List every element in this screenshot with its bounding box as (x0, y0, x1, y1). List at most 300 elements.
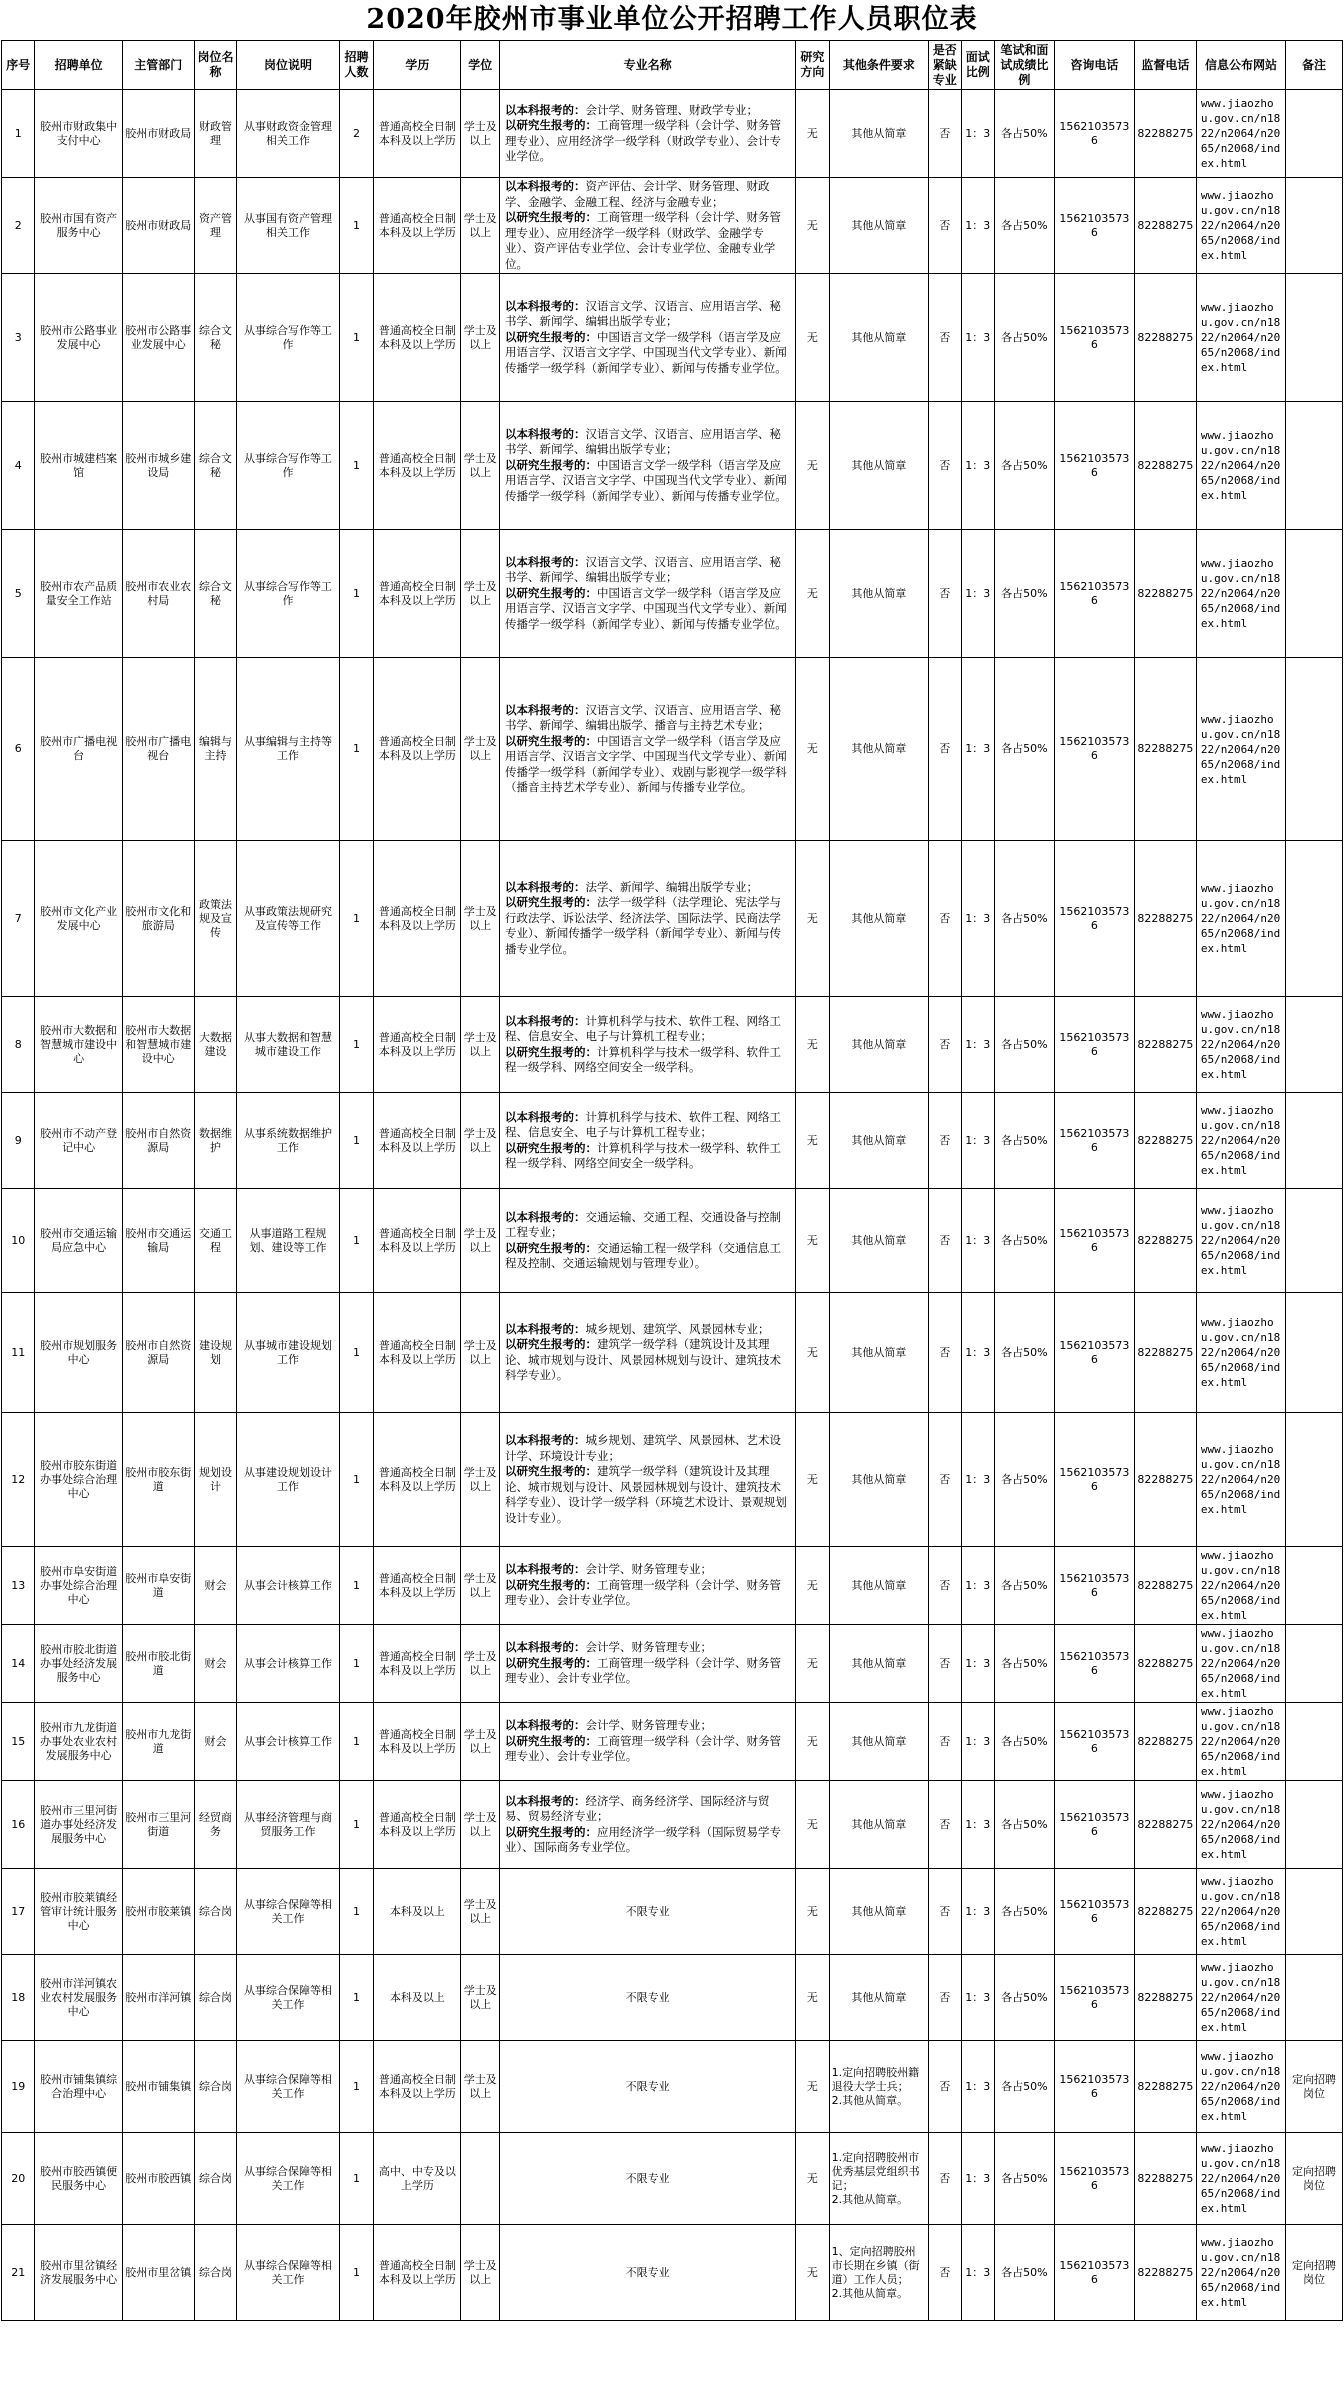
table-row (2, 2225, 1343, 2321)
cell-ratio: 1：3 (961, 1781, 994, 1869)
cell-num: 2 (339, 90, 373, 178)
postgrad-label: 以研究生报考的： (505, 210, 597, 224)
cell-supervise: 82288275 (1134, 658, 1196, 841)
table-row (2, 1189, 1343, 1293)
major-undergrad: 以本科报考的：经济学、商务经济学、国际经济与贸易、贸易经济专业； (505, 1793, 770, 1823)
cell-desc: 从事系统数据维护工作 (237, 1093, 339, 1189)
cell-urgent: 否 (929, 1781, 961, 1869)
cell-post: 经贸商务 (194, 1781, 237, 1869)
cell-score: 各占50% (994, 1547, 1054, 1625)
table-row (2, 1413, 1343, 1547)
cell-other (829, 841, 928, 997)
cell-major (500, 1703, 796, 1781)
table-row (2, 402, 1343, 530)
other-condition: 其他从简章 (851, 1345, 907, 1359)
cell-urgent: 否 (929, 178, 961, 274)
cell-urgent: 否 (929, 1869, 961, 1955)
cell-url: www.jiaozhou.gov.cn/n1822/n2064/n2065/n2068/index.html (1196, 2133, 1285, 2225)
cell-num: 1 (339, 1547, 373, 1625)
table-row (2, 1781, 1343, 1869)
cell-post: 财会 (194, 1625, 237, 1703)
cell-supervise: 82288275 (1134, 274, 1196, 402)
cell-desc: 从事编辑与主持等工作 (237, 658, 339, 841)
cell-no: 6 (2, 658, 35, 841)
major-postgrad: 以研究生报考的：应用经济学一级学科（国际贸易学专业）、国际商务专业学位。 (505, 1824, 781, 1854)
cell-research: 无 (796, 2225, 829, 2321)
cell-unit: 胶州市大数据和智慧城市建设中心 (35, 997, 122, 1093)
col-header-supervise: 监督电话 (1134, 41, 1196, 90)
cell-score: 各占50% (994, 402, 1054, 530)
cell-ratio: 1：3 (961, 1093, 994, 1189)
cell-no: 13 (2, 1547, 35, 1625)
cell-major (500, 1093, 796, 1189)
cell-unit: 胶州市城建档案馆 (35, 402, 122, 530)
major-undergrad: 以本科报考的：城乡规划、建筑学、风景园林专业； (505, 1321, 770, 1336)
table-row (2, 530, 1343, 658)
cell-urgent: 否 (929, 402, 961, 530)
cell-no: 11 (2, 1293, 35, 1413)
cell-remark (1286, 90, 1343, 178)
cell-remark (1286, 658, 1343, 841)
cell-supervise: 82288275 (1134, 1703, 1196, 1781)
undergrad-label: 以本科报考的： (505, 298, 586, 313)
cell-post: 综合文秘 (194, 530, 237, 658)
table-row (2, 1955, 1343, 2041)
cell-score: 各占50% (994, 2133, 1054, 2225)
cell-unit: 胶州市规划服务中心 (35, 1293, 122, 1413)
cell-major (500, 658, 796, 841)
cell-url: www.jiaozhou.gov.cn/n1822/n2064/n2065/n2068/index.html (1196, 402, 1285, 530)
cell-num: 1 (339, 402, 373, 530)
cell-desc: 从事综合保障等相关工作 (237, 1869, 339, 1955)
cell-ratio: 1：3 (961, 1625, 994, 1703)
cell-unit: 胶州市里岔镇经济发展服务中心 (35, 2225, 122, 2321)
cell-degree: 学士及以上 (461, 1703, 500, 1781)
cell-research: 无 (796, 658, 829, 841)
cell-post: 建设规划 (194, 1293, 237, 1413)
cell-num: 1 (339, 658, 373, 841)
cell-dept: 胶州市财政局 (122, 178, 194, 274)
cell-edu: 普通高校全日制本科及以上学历 (374, 841, 461, 997)
cell-research: 无 (796, 90, 829, 178)
cell-remark (1286, 1781, 1343, 1869)
cell-urgent: 否 (929, 2225, 961, 2321)
major-postgrad: 以研究生报考的：中国语言文学一级学科（语言学及应用语言学、汉语言文字学、中国现当代文学专业）、新闻传播学一级学科（新闻学专业）、戏剧与影视学一级学科（播音主持艺术学专业）、新闻与传播专业学位。 (505, 733, 787, 794)
cell-urgent: 否 (929, 1703, 961, 1781)
cell-major (500, 274, 796, 402)
cell-desc: 从事国有资产管理相关工作 (237, 178, 339, 274)
cell-research: 无 (796, 1547, 829, 1625)
cell-num: 1 (339, 178, 373, 274)
cell-degree: 学士及以上 (461, 1293, 500, 1413)
undergrad-label: 以本科报考的： (505, 179, 586, 193)
cell-no: 7 (2, 841, 35, 997)
cell-url: www.jiaozhou.gov.cn/n1822/n2064/n2065/n2068/index.html (1196, 2225, 1285, 2321)
cell-post: 综合岗 (194, 2041, 237, 2133)
cell-remark (1286, 274, 1343, 402)
cell-num: 1 (339, 1781, 373, 1869)
cell-unit: 胶州市公路事业发展中心 (35, 274, 122, 402)
major-postgrad: 以研究生报考的：工商管理一级学科（会计学、财务管理专业）、会计专业学位。 (505, 1733, 781, 1764)
cell-unit: 胶州市国有资产服务中心 (35, 178, 122, 274)
cell-phone: 15621035736 (1054, 2133, 1134, 2225)
cell-supervise: 82288275 (1134, 1869, 1196, 1955)
major-postgrad: 以研究生报考的：计算机科学与技术一级学科、软件工程一级学科、网络空间安全一级学科。 (505, 1044, 781, 1074)
cell-remark: 定向招聘岗位 (1286, 2225, 1343, 2321)
undergrad-label: 以本科报考的： (505, 1562, 586, 1577)
other-condition: 2.其他从简章。 (831, 2093, 909, 2107)
cell-remark (1286, 530, 1343, 658)
cell-urgent: 否 (929, 1189, 961, 1293)
cell-desc: 从事综合保障等相关工作 (237, 2133, 339, 2225)
cell-urgent: 否 (929, 1093, 961, 1189)
cell-dept: 胶州市文化和旅游局 (122, 841, 194, 997)
cell-num: 1 (339, 1189, 373, 1293)
cell-edu: 普通高校全日制本科及以上学历 (374, 997, 461, 1093)
cell-score: 各占50% (994, 1093, 1054, 1189)
table-row (2, 997, 1343, 1093)
cell-supervise: 82288275 (1134, 997, 1196, 1093)
cell-urgent: 否 (929, 1413, 961, 1547)
cell-num: 1 (339, 2133, 373, 2225)
cell-degree: 学士及以上 (461, 530, 500, 658)
cell-score: 各占50% (994, 1625, 1054, 1703)
table-row (2, 1625, 1343, 1703)
cell-other (829, 1703, 928, 1781)
cell-dept: 胶州市胶北街道 (122, 1625, 194, 1703)
cell-phone: 15621035736 (1054, 1781, 1134, 1869)
cell-ratio: 1：3 (961, 1703, 994, 1781)
cell-remark: 定向招聘岗位 (1286, 2133, 1343, 2225)
cell-url: www.jiaozhou.gov.cn/n1822/n2064/n2065/n2068/index.html (1196, 1625, 1285, 1703)
cell-ratio: 1：3 (961, 841, 994, 997)
cell-desc: 从事政策法规研究及宣传等工作 (237, 841, 339, 997)
cell-url: www.jiaozhou.gov.cn/n1822/n2064/n2065/n2068/index.html (1196, 1293, 1285, 1413)
cell-post: 财会 (194, 1703, 237, 1781)
cell-num: 1 (339, 841, 373, 997)
cell-urgent: 否 (929, 1293, 961, 1413)
positions-table (1, 40, 1343, 2321)
cell-edu: 普通高校全日制本科及以上学历 (374, 658, 461, 841)
table-row (2, 2041, 1343, 2133)
cell-remark (1286, 1547, 1343, 1625)
cell-edu: 普通高校全日制本科及以上学历 (374, 2225, 461, 2321)
cell-phone: 15621035736 (1054, 1547, 1134, 1625)
cell-degree: 学士及以上 (461, 1413, 500, 1547)
cell-supervise: 82288275 (1134, 2133, 1196, 2225)
cell-phone: 15621035736 (1054, 1413, 1134, 1547)
cell-research: 无 (796, 841, 829, 997)
cell-unit: 胶州市胶北街道办事处经济发展服务中心 (35, 1625, 122, 1703)
cell-post: 综合文秘 (194, 274, 237, 402)
cell-phone: 15621035736 (1054, 1703, 1134, 1781)
cell-phone: 15621035736 (1054, 530, 1134, 658)
postgrad-label: 以研究生报考的： (505, 733, 597, 748)
major-postgrad: 以研究生报考的：中国语言文学一级学科（语言学及应用语言学、汉语言文字学、中国现当代文学专业）、新闻传播学一级学科（新闻学专业）、新闻与传播专业学位。 (505, 457, 787, 503)
cell-major (500, 997, 796, 1093)
cell-degree: 学士及以上 (461, 1547, 500, 1625)
cell-url: www.jiaozhou.gov.cn/n1822/n2064/n2065/n2068/index.html (1196, 2041, 1285, 2133)
cell-remark (1286, 1189, 1343, 1293)
other-condition: 其他从简章 (851, 1133, 907, 1147)
major-postgrad: 以研究生报考的：工商管理一级学科（会计学、财务管理专业）、会计专业学位。 (505, 1655, 781, 1686)
cell-dept: 胶州市城乡建设局 (122, 402, 194, 530)
cell-url: www.jiaozhou.gov.cn/n1822/n2064/n2065/n2068/index.html (1196, 1189, 1285, 1293)
cell-urgent: 否 (929, 1547, 961, 1625)
cell-unit: 胶州市洋河镇农业农村发展服务中心 (35, 1955, 122, 2041)
cell-urgent: 否 (929, 530, 961, 658)
col-header-research: 研究方向 (796, 41, 829, 90)
col-header-score: 笔试和面试成绩比例 (994, 41, 1054, 90)
cell-other (829, 1955, 928, 2041)
cell-num: 1 (339, 2041, 373, 2133)
other-condition: 其他从简章 (851, 126, 907, 140)
cell-urgent: 否 (929, 658, 961, 841)
cell-desc: 从事建设规划设计工作 (237, 1413, 339, 1547)
cell-url: www.jiaozhou.gov.cn/n1822/n2064/n2065/n2068/index.html (1196, 178, 1285, 274)
cell-desc: 从事道路工程规划、建设等工作 (237, 1189, 339, 1293)
cell-major: 不限专业 (500, 2041, 796, 2133)
other-condition: 其他从简章 (851, 911, 907, 925)
major-postgrad: 以研究生报考的：工商管理一级学科（会计学、财务管理专业）、会计专业学位。 (505, 1577, 781, 1608)
cell-phone: 15621035736 (1054, 1189, 1134, 1293)
major-postgrad: 以研究生报考的：计算机科学与技术一级学科、软件工程一级学科、网络空间安全一级学科。 (505, 1140, 781, 1170)
cell-score: 各占50% (994, 274, 1054, 402)
cell-url: www.jiaozhou.gov.cn/n1822/n2064/n2065/n2068/index.html (1196, 1869, 1285, 1955)
other-condition: 其他从简章 (851, 1233, 907, 1247)
cell-edu: 普通高校全日制本科及以上学历 (374, 1189, 461, 1293)
cell-phone: 15621035736 (1054, 658, 1134, 841)
undergrad-label: 以本科报考的： (505, 702, 586, 717)
cell-phone: 15621035736 (1054, 178, 1134, 274)
postgrad-label: 以研究生报考的： (505, 1140, 597, 1155)
table-row (2, 1547, 1343, 1625)
other-condition: 1、定向招聘胶州市长期在乡镇（街道）工作人员； (831, 2244, 920, 2286)
cell-major: 不限专业 (500, 1955, 796, 2041)
header-row (2, 41, 1343, 90)
undergrad-label: 以本科报考的： (505, 1718, 586, 1733)
cell-desc: 从事综合保障等相关工作 (237, 2225, 339, 2321)
col-header-dept: 主管部门 (122, 41, 194, 90)
cell-remark (1286, 1869, 1343, 1955)
table-row (2, 1293, 1343, 1413)
cell-no: 4 (2, 402, 35, 530)
cell-major: 不限专业 (500, 1869, 796, 1955)
major-undergrad: 以本科报考的：会计学、财务管理专业； (505, 1562, 712, 1577)
major-postgrad: 以研究生报考的：工商管理一级学科（会计学、财务管理专业）、应用经济学一级学科（财政学、金融学专业）、资产评估专业学位、会计专业学位、金融专业学位。 (505, 210, 781, 271)
cell-score: 各占50% (994, 2225, 1054, 2321)
cell-score: 各占50% (994, 178, 1054, 274)
cell-edu: 普通高校全日制本科及以上学历 (374, 1413, 461, 1547)
col-header-unit: 招聘单位 (35, 41, 122, 90)
cell-post: 数据维护 (194, 1093, 237, 1189)
major-postgrad: 以研究生报考的：工商管理一级学科（会计学、财务管理专业）、应用经济学一级学科（财政学专业）、会计专业学位。 (505, 118, 781, 163)
cell-url: www.jiaozhou.gov.cn/n1822/n2064/n2065/n2068/index.html (1196, 1703, 1285, 1781)
cell-supervise: 82288275 (1134, 1413, 1196, 1547)
cell-other (829, 1293, 928, 1413)
cell-ratio: 1：3 (961, 1413, 994, 1547)
major-undergrad: 以本科报考的：计算机科学与技术、软件工程、网络工程、信息安全、电子与计算机工程专业； (505, 1109, 781, 1139)
cell-phone: 15621035736 (1054, 90, 1134, 178)
cell-degree: 学士及以上 (461, 1869, 500, 1955)
major-undergrad: 以本科报考的：会计学、财务管理专业； (505, 1718, 712, 1733)
cell-other (829, 530, 928, 658)
cell-edu: 普通高校全日制本科及以上学历 (374, 2041, 461, 2133)
other-condition: 其他从简章 (851, 458, 907, 472)
cell-remark (1286, 1413, 1343, 1547)
cell-supervise: 82288275 (1134, 1781, 1196, 1869)
cell-num: 1 (339, 1293, 373, 1413)
cell-ratio: 1：3 (961, 2225, 994, 2321)
col-header-degree: 学位 (461, 41, 500, 90)
cell-unit: 胶州市胶莱镇经管审计统计服务中心 (35, 1869, 122, 1955)
cell-phone: 15621035736 (1054, 1625, 1134, 1703)
cell-other (829, 1093, 928, 1189)
major-undergrad: 以本科报考的：计算机科学与技术、软件工程、网络工程、信息安全、电子与计算机工程专业； (505, 1013, 781, 1043)
cell-unit: 胶州市铺集镇综合治理中心 (35, 2041, 122, 2133)
table-row (2, 90, 1343, 178)
cell-phone: 15621035736 (1054, 1093, 1134, 1189)
cell-other (829, 1547, 928, 1625)
table-row (2, 1093, 1343, 1189)
cell-edu: 普通高校全日制本科及以上学历 (374, 1093, 461, 1189)
cell-edu: 普通高校全日制本科及以上学历 (374, 530, 461, 658)
cell-num: 1 (339, 2225, 373, 2321)
cell-unit: 胶州市不动产登记中心 (35, 1093, 122, 1189)
cell-degree: 学士及以上 (461, 2225, 500, 2321)
cell-other (829, 1625, 928, 1703)
cell-unit: 胶州市广播电视台 (35, 658, 122, 841)
cell-ratio: 1：3 (961, 1869, 994, 1955)
cell-research: 无 (796, 1703, 829, 1781)
other-condition: 其他从简章 (851, 1472, 907, 1486)
cell-major: 不限专业 (500, 2133, 796, 2225)
cell-num: 1 (339, 997, 373, 1093)
col-header-ratio: 面试比例 (961, 41, 994, 90)
cell-major (500, 90, 796, 178)
cell-supervise: 82288275 (1134, 1293, 1196, 1413)
postgrad-label: 以研究生报考的： (505, 1337, 597, 1351)
cell-other (829, 178, 928, 274)
cell-degree: 学士及以上 (461, 2041, 500, 2133)
cell-url: www.jiaozhou.gov.cn/n1822/n2064/n2065/n2068/index.html (1196, 1413, 1285, 1547)
cell-research: 无 (796, 2133, 829, 2225)
cell-dept: 胶州市农业农村局 (122, 530, 194, 658)
cell-num: 1 (339, 1625, 373, 1703)
cell-supervise: 82288275 (1134, 178, 1196, 274)
other-condition: 其他从简章 (851, 742, 907, 755)
cell-remark (1286, 402, 1343, 530)
major-undergrad: 以本科报考的：汉语言文学、汉语言、应用语言学、秘书学、新闻学、编辑出版学专业； (505, 298, 781, 329)
cell-degree: 学士及以上 (461, 1955, 500, 2041)
cell-score: 各占50% (994, 1781, 1054, 1869)
cell-score: 各占50% (994, 997, 1054, 1093)
cell-no: 14 (2, 1625, 35, 1703)
cell-edu: 普通高校全日制本科及以上学历 (374, 274, 461, 402)
cell-ratio: 1：3 (961, 1189, 994, 1293)
cell-url: www.jiaozhou.gov.cn/n1822/n2064/n2065/n2068/index.html (1196, 1781, 1285, 1869)
col-header-other: 其他条件要求 (829, 41, 928, 90)
cell-research: 无 (796, 402, 829, 530)
cell-unit: 胶州市胶西镇便民服务中心 (35, 2133, 122, 2225)
cell-supervise: 82288275 (1134, 1189, 1196, 1293)
cell-score: 各占50% (994, 2041, 1054, 2133)
cell-no: 12 (2, 1413, 35, 1547)
cell-score: 各占50% (994, 1413, 1054, 1547)
cell-degree: 学士及以上 (461, 1625, 500, 1703)
undergrad-label: 以本科报考的： (505, 1640, 586, 1655)
cell-no: 20 (2, 2133, 35, 2225)
cell-url: www.jiaozhou.gov.cn/n1822/n2064/n2065/n2068/index.html (1196, 1547, 1285, 1625)
cell-research: 无 (796, 178, 829, 274)
cell-desc: 从事综合写作等工作 (237, 530, 339, 658)
cell-degree: 学士及以上 (461, 1781, 500, 1869)
col-header-url: 信息公布网站 (1196, 41, 1285, 90)
cell-major (500, 1293, 796, 1413)
cell-other (829, 402, 928, 530)
cell-ratio: 1：3 (961, 274, 994, 402)
cell-score: 各占50% (994, 90, 1054, 178)
cell-major (500, 530, 796, 658)
cell-score: 各占50% (994, 841, 1054, 997)
cell-other (829, 90, 928, 178)
cell-edu: 普通高校全日制本科及以上学历 (374, 1781, 461, 1869)
cell-num: 1 (339, 1869, 373, 1955)
cell-url: www.jiaozhou.gov.cn/n1822/n2064/n2065/n2068/index.html (1196, 841, 1285, 997)
cell-phone: 15621035736 (1054, 1955, 1134, 2041)
col-header-no: 序号 (2, 41, 35, 90)
major-undergrad: 以本科报考的：汉语言文学、汉语言、应用语言学、秘书学、新闻学、编辑出版学、播音与主持艺术专业； (505, 702, 781, 732)
cell-no: 5 (2, 530, 35, 658)
cell-dept: 胶州市交通运输局 (122, 1189, 194, 1293)
cell-remark (1286, 1703, 1343, 1781)
cell-other (829, 2041, 928, 2133)
cell-other (829, 1869, 928, 1955)
cell-phone: 15621035736 (1054, 841, 1134, 997)
postgrad-label: 以研究生报考的： (505, 1044, 597, 1059)
cell-desc: 从事综合写作等工作 (237, 402, 339, 530)
col-header-num: 招聘人数 (339, 41, 373, 90)
cell-research: 无 (796, 1625, 829, 1703)
cell-desc: 从事综合写作等工作 (237, 274, 339, 402)
cell-dept: 胶州市里岔镇 (122, 2225, 194, 2321)
other-condition: 其他从简章 (851, 1656, 907, 1670)
cell-no: 8 (2, 997, 35, 1093)
cell-degree: 学士及以上 (461, 90, 500, 178)
cell-research: 无 (796, 2041, 829, 2133)
cell-urgent: 否 (929, 90, 961, 178)
cell-other (829, 274, 928, 402)
major-postgrad: 以研究生报考的：交通运输工程一级学科（交通信息工程及控制、交通运输规划与管理专业）。 (505, 1240, 781, 1270)
cell-dept: 胶州市胶西镇 (122, 2133, 194, 2225)
cell-post: 政策法规及宣传 (194, 841, 237, 997)
cell-dept: 胶州市胶莱镇 (122, 1869, 194, 1955)
cell-desc: 从事经济管理与商贸服务工作 (237, 1781, 339, 1869)
col-header-edu: 学历 (374, 41, 461, 90)
postgrad-label: 以研究生报考的： (505, 1240, 597, 1255)
cell-unit: 胶州市九龙街道办事处农业农村发展服务中心 (35, 1703, 122, 1781)
cell-no: 15 (2, 1703, 35, 1781)
postgrad-label: 以研究生报考的： (505, 118, 597, 132)
cell-no: 17 (2, 1869, 35, 1955)
cell-unit: 胶州市财政集中支付中心 (35, 90, 122, 178)
cell-desc: 从事城市建设规划工作 (237, 1293, 339, 1413)
undergrad-label: 以本科报考的： (505, 1109, 586, 1124)
cell-dept: 胶州市自然资源局 (122, 1293, 194, 1413)
cell-desc: 从事综合保障等相关工作 (237, 1955, 339, 2041)
postgrad-label: 以研究生报考的： (505, 895, 597, 910)
cell-post: 综合岗 (194, 1869, 237, 1955)
